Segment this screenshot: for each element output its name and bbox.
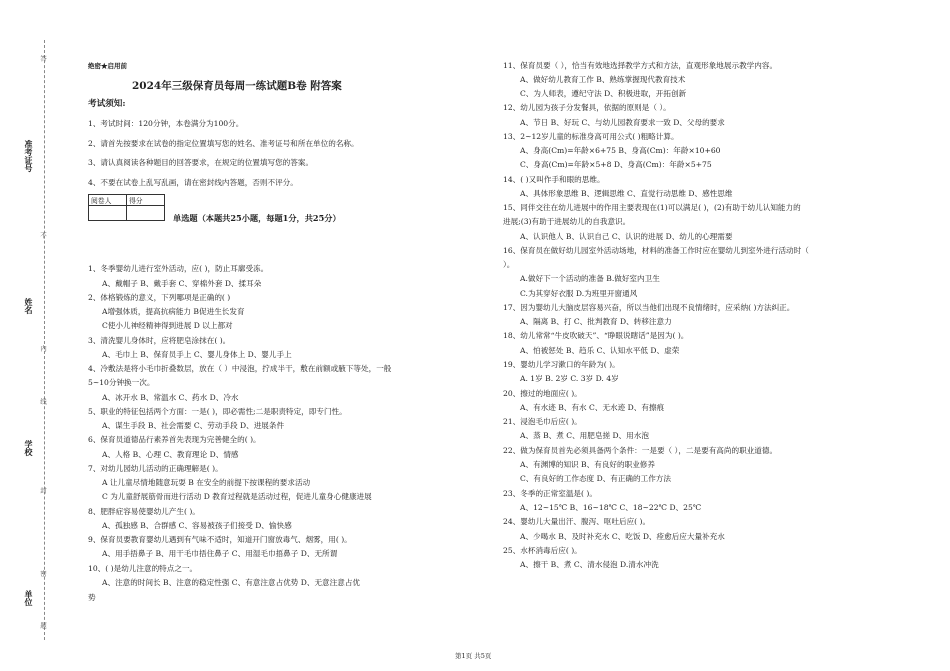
question-line: 势 xyxy=(88,593,96,602)
question-line: A 让儿童尽情地随意玩耍 B 在安全的前提下按课程的要求活动 xyxy=(102,478,311,487)
question-line: 4、冷敷法是将小毛巾折叠数层，放在（ ）中浸泡，拧成半干，敷在前额或腋下等处，一般 xyxy=(88,364,392,373)
question-line: A、身高(Cm)=年龄×6+75 B、身高(Cm)：年龄×10+60 xyxy=(520,146,721,155)
seal-char: 答 xyxy=(39,55,47,62)
question-line: A、有渊博的知识 B、有良好的职业修养 xyxy=(520,460,655,469)
question-line: C、有良好的工作态度 D、有正确的工作方法 xyxy=(520,474,671,483)
question-line: 进展;(3)有助于进展幼儿的自我意识。 xyxy=(503,217,631,226)
question-line: 5~10分钟换一次。 xyxy=(88,378,155,387)
question-line: 10、( )是幼儿注意的特点之一。 xyxy=(88,564,198,573)
question-line: A增强体质，提高抗病能力 B促进生长发育 xyxy=(102,307,245,316)
question-line: 1、冬季婴幼儿进行室外活动，应( )，防止耳廓受冻。 xyxy=(88,264,269,273)
question-line: C、为人师表，遵纪守法 D、积极进取，开拓创新 xyxy=(520,89,687,98)
question-line: 12、幼儿园为孩子分发餐具，依据的原则是（ ）。 xyxy=(503,103,671,112)
secret-mark: 绝密★启用前 xyxy=(88,62,127,70)
question-line: A、蒸 B、煮 C、用肥皂搓 D、用水泡 xyxy=(520,431,649,440)
binding-label-name: 姓名 xyxy=(24,298,34,314)
question-line: 9、保育员要教育婴幼儿遇到有气味不适时，知道开门窗放毒气、烟雾，用( )。 xyxy=(88,535,352,544)
score-cell[interactable] xyxy=(127,206,165,221)
question-line: 11、保育员要（ ），恰当有效地选择教学方式和方法，直观形象地展示教学内容。 xyxy=(503,61,778,70)
question-line: A、孤独感 B、合群感 C、容易被孩子们接受 D、愉快感 xyxy=(102,521,292,530)
question-line: C使小儿神经精神得到进展 D 以上都对 xyxy=(102,321,233,330)
binding-label-exam-number: 准考证号 xyxy=(24,140,34,172)
question-line: A、擦干 B、煮 C、清水侵泡 D.清水冲洗 xyxy=(520,560,659,569)
binding-label-school: 学校 xyxy=(24,440,34,456)
question-line: 15、同伴交往在幼儿进展中的作用主要表现在(1)可以满足( )，(2)有助于幼儿认知能力的 xyxy=(503,203,801,212)
question-line: 19、婴幼儿学习漱口的年龄为( )。 xyxy=(503,360,620,369)
question-line: A、戴帽子 B、戴手套 C、穿棉外套 D、揉耳朵 xyxy=(102,279,262,288)
question-line: A、做好幼儿教育工作 B、熟练掌握现代教育技术 xyxy=(520,75,686,84)
question-line: A、有水迹 B、有水 C、无水迹 D、有擦痕 xyxy=(520,403,665,412)
question-line: C、身高(Cm)=年龄×5+8 D、身高(Cm)：年龄×5+75 xyxy=(520,160,712,169)
question-line: A、注意的时间长 B、注意的稳定性强 C、有意注意占优势 D、无意注意占优 xyxy=(102,578,361,587)
seal-char: 不 xyxy=(39,232,47,239)
question-line: 20、擦过的地面应( )。 xyxy=(503,389,582,398)
question-line: A、用手捂鼻子 B、用干毛巾捂住鼻子 C、用湿毛巾捂鼻子 D、无所谓 xyxy=(102,549,338,558)
question-line: A.做好下一个活动的准备 B.做好室内卫生 xyxy=(520,274,660,283)
seal-char: 线 xyxy=(39,398,47,405)
question-line: A、毛巾上 B、保育员手上 C、婴儿身体上 D、婴儿手上 xyxy=(102,350,292,359)
section-title: 单选题（本题共25小题，每题1分，共25分） xyxy=(173,213,341,223)
seal-char: 内 xyxy=(39,345,47,352)
question-line: 14、( )又叫作手和眼的思维。 xyxy=(503,175,605,184)
question-line: 16、保育员在做好幼儿园室外活动场地，材料的准备工作时应在婴幼儿到室外进行活动时（ xyxy=(503,246,809,255)
question-line: 22、做为保育员首先必须具备两个条件：一是要（ ），二是要有高尚的职业道德。 xyxy=(503,446,778,455)
question-line: A、节日 B、好玩 C、与幼儿园教育要求一致 D、父母的要求 xyxy=(520,118,725,127)
exam-number-field[interactable] xyxy=(40,120,41,180)
question-line: 18、幼儿常常“牛皮吹破天”、“睁眼说瞎话”是因为( )。 xyxy=(503,331,689,340)
question-line: C 为儿童舒展筋骨而进行活动 D 教育过程就是活动过程，促进儿童身心健康进展 xyxy=(102,492,372,501)
question-line: 5、职业的特征包括两个方面：一是( )，即必需性;二是职责特定，即专门性。 xyxy=(88,407,347,416)
question-line: A、怕被惩处 B、趋乐 C、认知水平低 D、虚荣 xyxy=(520,346,680,355)
question-line: 2、体格锻炼的意义，下列哪项是正确的( ) xyxy=(88,293,231,302)
page-title: 2024年三级保育员每周一练试题B卷 附答案 xyxy=(132,80,342,92)
question-line: 8、肥胖症容易使婴幼儿产生( )。 xyxy=(88,507,200,516)
question-line: A、人格 B、心理 C、教育理论 D、情感 xyxy=(102,450,239,459)
question-line: 24、婴幼儿大量出汗、腹泻、呕吐后应( )。 xyxy=(503,517,651,526)
question-line: 6、保育员道德品行素养首先表现为完善健全的( )。 xyxy=(88,435,261,444)
instruction-item: 3、请认真阅读各种题目的回答要求，在规定的位置填写您的答案。 xyxy=(88,158,314,167)
score-table xyxy=(88,194,165,221)
question-line: A、冰开水 B、常温水 C、药水 D、冷水 xyxy=(102,393,239,402)
question-line: 21、浸泡毛巾后应( )。 xyxy=(503,417,582,426)
question-line: A、12~15℃ B、16~18℃ C、18~22℃ D、25℃ xyxy=(520,503,702,512)
score-label: 得分 xyxy=(127,195,165,206)
question-line: 3、清洗婴儿身体时，应将肥皂涂抹在( )。 xyxy=(88,336,231,345)
page-number: 第1页 共5页 xyxy=(455,652,492,660)
instruction-item: 4、不要在试卷上乱写乱画，请在密封线内答题，否则不评分。 xyxy=(88,178,298,187)
instructions-heading: 考试须知: xyxy=(88,99,126,109)
grader-cell[interactable] xyxy=(89,206,127,221)
question-line: C.为其穿好衣服 D.为班里开窗通风 xyxy=(520,289,638,298)
question-line: A、隔离 B、打 C、批判教育 D、转移注意力 xyxy=(520,317,672,326)
binding-label-unit: 单位 xyxy=(24,590,34,606)
seal-char: 封 xyxy=(39,487,47,494)
question-line: A、少喝水 B、及时补充水 C、吃饭 D、痊愈后应大量补充水 xyxy=(520,532,725,541)
seal-line xyxy=(44,40,45,640)
question-line: A、具体形象思维 B、逻辑思维 C、直觉行动思维 D、感性思维 xyxy=(520,189,733,198)
question-line: A. 1岁 B. 2岁 C. 3岁 D. 4岁 xyxy=(520,374,619,383)
question-line: A、谋生手段 B、社会需要 C、劳动手段 D、进展条件 xyxy=(102,421,285,430)
seal-char: 密 xyxy=(39,570,47,577)
question-line: ）。 xyxy=(503,260,515,269)
grader-label: 阅卷人 xyxy=(89,195,127,206)
question-line: 23、冬季的正常室温是( )。 xyxy=(503,489,597,498)
question-line: 13、2~12岁儿童的标准身高可用公式( )粗略计算。 xyxy=(503,132,679,141)
instruction-item: 1、考试时间：120分钟，本卷满分为100分。 xyxy=(88,119,244,128)
instruction-item: 2、请首先按要求在试卷的指定位置填写您的姓名、准考证号和所在单位的名称。 xyxy=(88,139,359,148)
question-line: 25、水杯消毒后应( )。 xyxy=(503,546,582,555)
seal-char: 题 xyxy=(39,622,47,629)
question-line: 17、因为婴幼儿大脑皮层容易兴奋，所以当他们出现不良情绪时，应采纳( )方法纠正。 xyxy=(503,303,795,312)
question-line: A、认识他人 B、认识自己 C、认识的进展 D、幼儿的心理需要 xyxy=(520,232,733,241)
question-line: 7、对幼儿园幼儿活动的正确理解是( )。 xyxy=(88,464,223,473)
